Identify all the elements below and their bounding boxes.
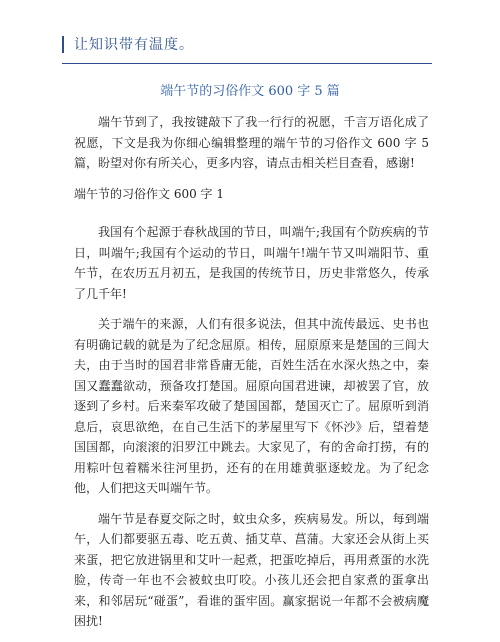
intro-paragraph: 端午节到了，我按键敲下了我一行行的祝愿，千言万语化成了祝愿，下文是我为你细心编辑整理的端午节的习俗作文 600 字 5 篇，盼望对你有所关心，更多内容，请点击相关栏目查看，感谢! xyxy=(74,115,429,170)
body-paragraph: 端午节是春夏交际之时，蚊虫众多，疾病易发。所以，每到端午，人们都要驱五毒、吃五黄、插艾草、菖蒲。大家还会从街上买来蛋，把它放进锅里和艾叶一起煮，把蛋吃掉后，再用煮蛋的水洗脸，传奇一年也不会被蚊虫叮咬。小孩儿还会把自家煮的蛋拿出来，和邻居玩“碰蛋”，看谁的蛋牢固。赢家据说一年都不会被病魔困扰! xyxy=(74,511,429,628)
header-divider xyxy=(62,63,432,64)
header-accent-bar xyxy=(62,36,64,53)
header-slogan: 让知识带有温度。 xyxy=(74,37,194,53)
page-header xyxy=(62,30,432,66)
document-title: 端午节的习俗作文 600 字 5 篇 xyxy=(160,84,340,99)
body-paragraph: 关于端午的来源，人们有很多说法，但其中流传最远、史书也有明确记载的就是为了纪念屈原。相传，屈原原来是楚国的三闾大夫，由于当时的国君非常昏庸无能，百姓生活在水深火热之中，秦国又蠢蠢欲动，预备攻打楚国。屈原向国君进谏，却被罢了官，放逐到了乡村。后来秦军攻破了楚国国都，楚国灭亡了。屈原听到消息后，哀思欲绝，在自己生活下的茅屋里写下《怀沙》后，望着楚国国都，向滚滚的汨罗江中跳去。大家见了，有的舍命打捞，有的用粽叶包着糯米往河里扔，还有的在用雄黄驱逐蛟龙。为了纪念他，人们把这天叫端午节。 xyxy=(74,317,429,495)
section-heading: 端午节的习俗作文 600 字 1 xyxy=(74,186,224,201)
body-paragraph: 我国有个起源于春秋战国的节日，叫端午;我国有个防疾病的节日，叫端午;我国有个运动的节日，叫端午!端午节又叫端阳节、重午节，在农历五月初五，是我国的传统节日，历史非常悠久，传承了几千年! xyxy=(74,225,429,301)
document-body xyxy=(74,112,429,642)
